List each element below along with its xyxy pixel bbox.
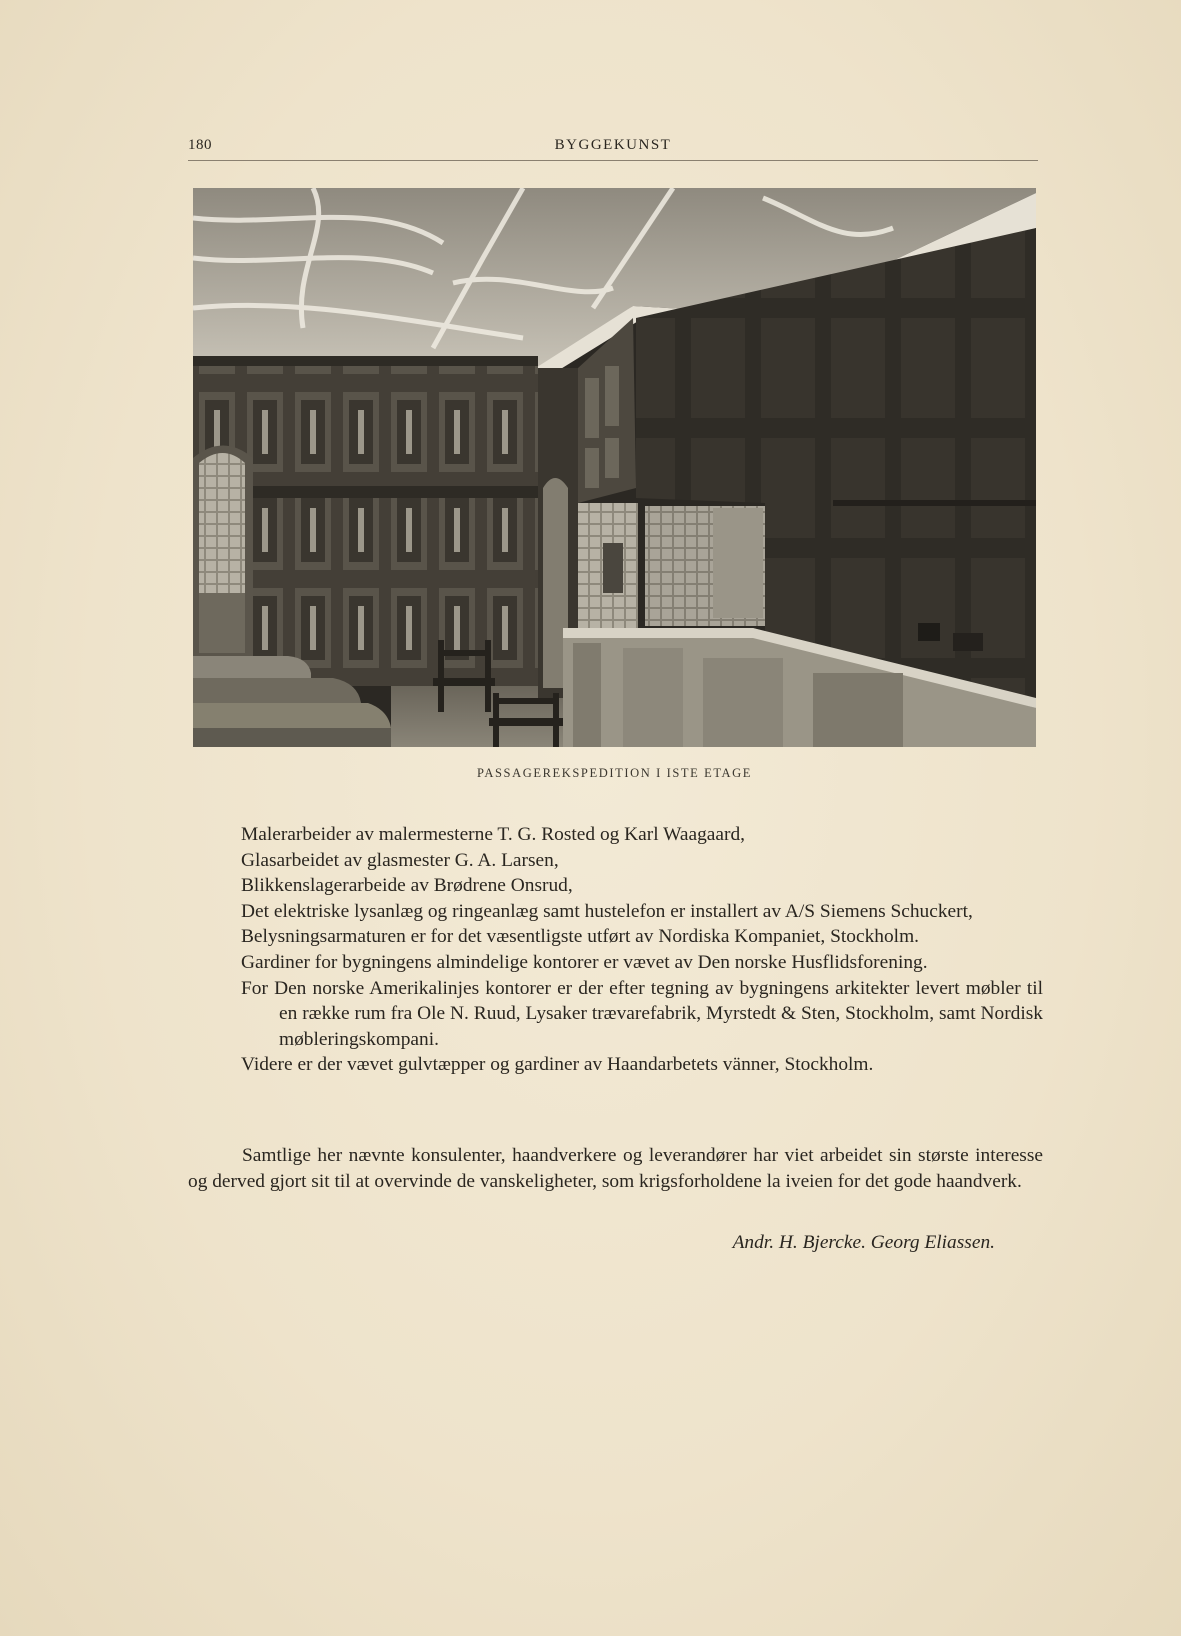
credit-item: Malerarbeider av malermesterne T. G. Rosted og Karl Waagaard, <box>241 824 746 845</box>
credit-item: Videre er der vævet gulvtæpper og gardiner av Haandarbetets vänner, Stockholm. <box>241 1054 874 1076</box>
credit-item: Glasarbeidet av glasmester G. A. Larsen, <box>241 849 559 871</box>
page-number: 180 <box>188 137 212 153</box>
credits-list <box>241 822 1043 1078</box>
interior-photograph <box>193 188 1036 747</box>
credit-item: Det elektriske lysanlæg og ringeanlæg samt hustelefon er installert av A/S Siemens Schuckert, <box>241 900 973 922</box>
journal-title: BYGGEKUNST <box>554 137 672 153</box>
credit-item: Blikkenslagerarbeide av Brødrene Onsrud, <box>241 875 573 897</box>
author-signature: Andr. H. Bjercke. Georg Eliassen. <box>732 1232 995 1253</box>
photo-caption: PASSAGEREKSPEDITION I ISTE ETAGE <box>476 766 753 780</box>
running-head <box>188 134 1038 161</box>
credit-item: For Den norske Amerikalinjes kontorer er der efter tegning av bygningens arkitekter levert møbler til en række rum fra Ole N. Ruud, Lysaker trævarefabrik, Myrstedt & Sten, Stockholm, samt Nordisk møbleringskompani. <box>241 977 1043 1050</box>
closing-paragraph: Samtlige her nævnte konsulenter, haandverkere og leverandører har viet arbeidet sin største interesse og derved gjort sit til at overvinde de vanskeligheter, som krigsforholdene la iveien for det gode haandverk. <box>188 1145 1043 1192</box>
credit-item: Gardiner for bygningens almindelige kontorer er vævet av Den norske Husflidsforening. <box>241 951 928 973</box>
credit-item: Belysningsarmaturen er for det væsentligste utført av Nordiska Kompaniet, Stockholm. <box>241 926 919 948</box>
